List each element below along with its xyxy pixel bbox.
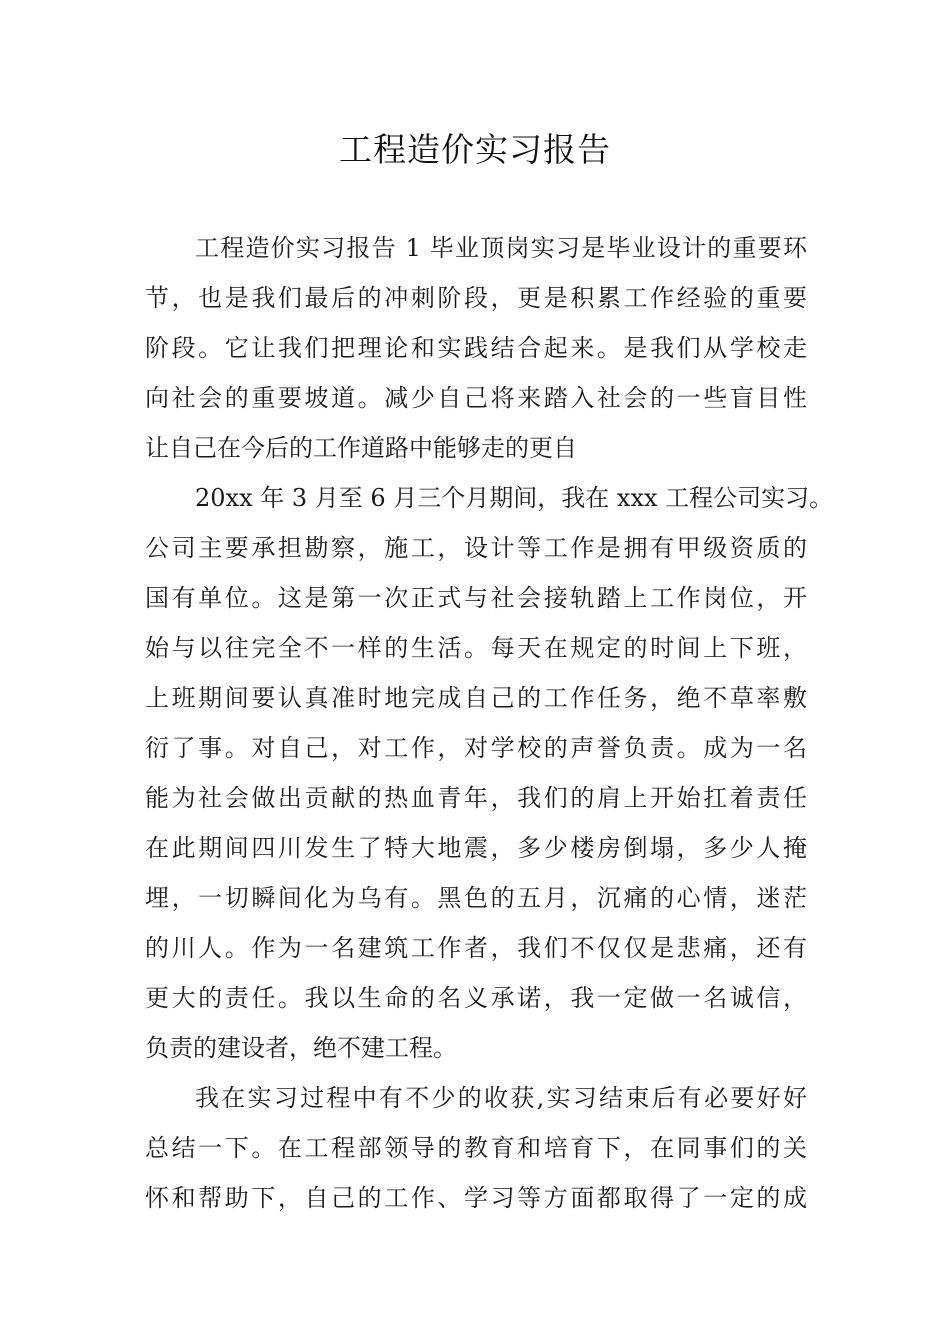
paragraph-line: 总结一下。在工程部领导的教育和培育下，在同事们的关 [145,1134,807,1162]
paragraph-line: 衍了事。对自己，对工作，对学校的声誉负责。成为一名 [145,734,807,762]
paragraph-line: 我在实习过程中有不少的收获,实习结束后有必要好好 [195,1084,807,1112]
paragraph-line: 在此期间四川发生了特大地震，多少楼房倒塌，多少人掩 [145,834,807,862]
page-title: 工程造价实习报告 [339,130,611,169]
paragraph-line: 国有单位。这是第一次正式与社会接轨踏上工作岗位，开 [145,584,807,612]
paragraph-line: 20xx 年 3 月至 6 月三个月期间，我在 xxx 工程公司实习。 [195,484,834,512]
paragraph-line: 埋，一切瞬间化为乌有。黑色的五月，沉痛的心情，迷茫 [145,884,807,912]
paragraph-line: 公司主要承担勘察，施工，设计等工作是拥有甲级资质的 [145,534,807,562]
paragraph-line: 上班期间要认真准时地完成自己的工作任务，绝不草率敷 [145,684,807,712]
paragraph-line: 负责的建设者，绝不建工程。 [145,1034,457,1062]
paragraph-line: 节，也是我们最后的冲刺阶段，更是积累工作经验的重要 [145,284,807,312]
paragraph-line: 让自己在今后的工作道路中能够走的更自 [145,434,577,462]
paragraph-line: 更大的责任。我以生命的名义承诺，我一定做一名诚信， [145,984,807,1012]
paragraph-line: 向社会的重要坡道。减少自己将来踏入社会的一些盲目性 [145,384,807,412]
paragraph-line: 工程造价实习报告 1 毕业顶岗实习是毕业设计的重要环 [195,234,807,262]
paragraph-line: 的川人。作为一名建筑工作者，我们不仅仅是悲痛，还有 [145,934,807,962]
paragraph-line: 始与以往完全不一样的生活。每天在规定的时间上下班， [145,634,807,662]
paragraph-line: 怀和帮助下，自己的工作、学习等方面都取得了一定的成 [145,1184,807,1212]
paragraph-line: 能为社会做出贡献的热血青年，我们的肩上开始扛着责任 [145,784,807,812]
paragraph-line: 阶段。它让我们把理论和实践结合起来。是我们从学校走 [145,334,807,362]
